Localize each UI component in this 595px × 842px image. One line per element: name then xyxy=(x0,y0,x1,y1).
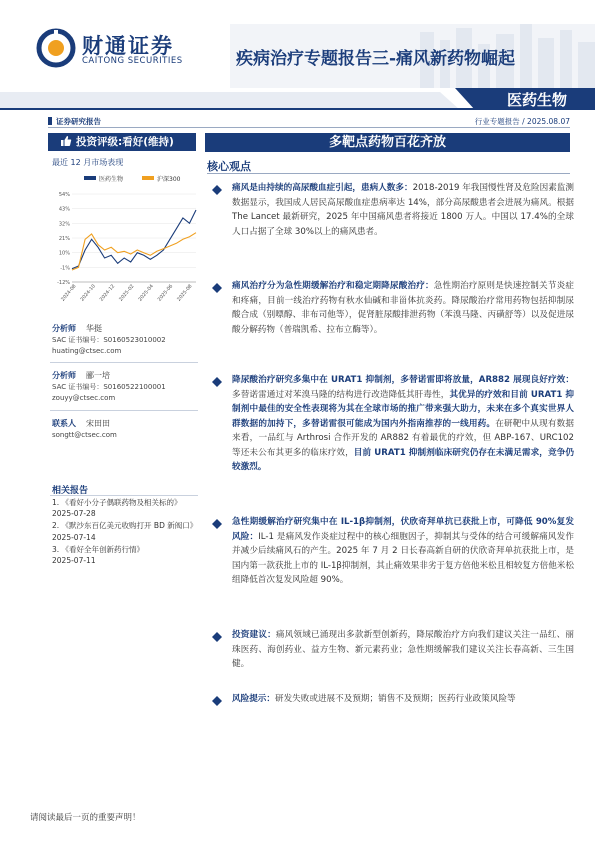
report-title: 疾病治疗专题报告三-痛风新药物崛起 xyxy=(236,49,516,69)
paragraph-text: 在研靶中从现有数据来看，一品红与 Arthrosi 合作开发的 AR882 有着最优的疗效，但 ABP-167、URC102 等还未公布其更多的临床疗效， xyxy=(232,418,574,458)
logo-text-en: CAITONG SECURITIES xyxy=(82,56,183,66)
info-line xyxy=(48,116,570,128)
related-report-date: 2025-07-11 xyxy=(52,556,96,566)
analyst-role: 分析师 xyxy=(52,371,76,380)
contact-role: 联系人 xyxy=(52,419,76,428)
paragraph-treatment-phases xyxy=(232,279,574,337)
legend-swatch xyxy=(142,176,154,180)
report-header xyxy=(0,0,595,118)
paragraph-lead: 痛风是由持续的高尿酸血症引起，患病人数多： xyxy=(232,183,413,193)
contact-name: 宋田田 xyxy=(86,419,110,428)
x-tick-label: 2025-02 xyxy=(118,284,136,303)
analyst-name: 郦一培 xyxy=(86,371,110,380)
y-tick-label: 32% xyxy=(58,221,70,228)
analyst-cert: SAC 证书编号：S0160523010002 xyxy=(52,336,166,344)
paragraph-text: 研发失败或进展不及预期；销售不及预期；医药行业政策风险等 xyxy=(274,694,516,704)
thumbs-up-icon xyxy=(60,135,72,147)
divider xyxy=(50,410,198,411)
legend-label: 医药生物 xyxy=(99,176,124,183)
paragraph-lead: 降尿酸治疗研究多集中在 URAT1 抑制剂，多替诺雷即将放量，AR882 展现良好疗效： xyxy=(232,375,574,385)
rating-text: 投资评级:看好(维持) xyxy=(76,136,174,148)
divider xyxy=(50,362,198,363)
legend-swatch xyxy=(84,176,96,180)
x-tick-label: 2025-06 xyxy=(157,284,175,303)
paragraph-emphasis: 目前 URAT1 抑制剂临床研究仍存在未满足需求，竞争仍较激烈。 xyxy=(232,447,574,472)
related-report-item[interactable] xyxy=(52,497,198,519)
x-tick-label: 2024-10 xyxy=(80,284,97,303)
paragraph-text: 急性期治疗原则是快速控制关节炎症和疼痛，目前一线治疗药物有秋水仙碱和非甾体抗炎药。降尿酸治疗常用药物包括抑制尿酸合成（别嘌醇、非布司他等），促肾脏尿酸排泄药物（苯溴马隆、丙磺舒等）以及促进尿酸分解药物（普瑞凯希、拉布立酶等）。 xyxy=(232,281,574,335)
diamond-bullet-icon xyxy=(212,185,222,195)
disclaimer-note: 请阅读最后一页的重要声明！ xyxy=(30,813,141,823)
market-performance-chart xyxy=(50,170,198,314)
related-report-title[interactable]: 1. 《看好小分子偶联药物及相关标的》 xyxy=(52,498,182,507)
contact-block xyxy=(52,418,192,441)
related-reports-list xyxy=(52,497,198,567)
related-report-title[interactable]: 2. 《默沙东百亿美元收购打开 BD 新阀口》 xyxy=(52,521,198,531)
analyst-email[interactable]: zouyy@ctsec.com xyxy=(52,394,116,402)
analyst-block-1 xyxy=(52,323,192,357)
paragraph-lead: 风险提示： xyxy=(232,694,275,704)
paragraph-lead: 投资建议： xyxy=(232,630,276,640)
y-tick-label: -1% xyxy=(60,265,70,272)
x-tick-label: 2024-12 xyxy=(99,284,117,303)
related-report-title[interactable]: 3. 《看好全年创新药行情》 xyxy=(52,544,145,554)
org-label: 证券研究报告 xyxy=(48,116,101,127)
paragraph-text: 多替诺雷通过对苯溴马隆的结构进行改造降低其肝毒性， xyxy=(232,389,450,400)
investment-rating xyxy=(48,133,196,151)
paragraph-text: 痛风领域已涌现出多款新型创新药，降尿酸治疗方向我们建议关注一品红、丽珠医药、海创药业、益方生物、新元素药业；急性期缓解我们建议关注长春高新、三生国健。 xyxy=(232,630,574,669)
diamond-bullet-icon xyxy=(212,696,222,706)
related-report-date: 2025-07-14 xyxy=(52,532,96,542)
diamond-bullet-icon xyxy=(212,632,222,642)
diamond-bullet-icon xyxy=(212,283,222,293)
y-tick-label: -12% xyxy=(57,280,70,286)
paragraph-text: IL-1 是痛风发作炎症过程中的核心细胞因子，抑制其与受体的结合可缓解痛风发作并减少后续痛风石的产生。2025 年 7 月 2 日长春高新自研的伏欣奇拜单抗获批上市，是国内第一款获批上市的 IL-1β抑制剂，其止痛效果非劣于复方倍他米松且相较复方倍他米松组降低首次复发风险超 90%。 xyxy=(232,531,574,585)
paragraph-text: 2018-2019 年我国慢性肾及危险因素监测数据显示，我国成人居民高尿酸血症患病率达 14%，部分高尿酸患者会进展为痛风。根据 The Lancet 最新研究，2025 年中国痛风患者将接近 1800 万人。中国以 17.4%的全球人口占据了全球 30%以上的痛风患者。 xyxy=(232,183,574,237)
caitong-logo-icon xyxy=(36,28,76,68)
related-reports-title: 相关报告 xyxy=(52,486,89,496)
sector-label: 医药生物 xyxy=(506,91,567,109)
x-tick-label: 2024-08 xyxy=(60,284,78,303)
x-tick-label: 2025-04 xyxy=(138,284,155,303)
contact-email[interactable]: songtt@ctsec.com xyxy=(52,431,117,439)
analyst-cert: SAC 证书编号：S0160522100001 xyxy=(52,383,166,391)
y-tick-label: 21% xyxy=(58,236,70,242)
paragraph-gout-prevalence xyxy=(232,181,574,239)
report-type-date: 行业专题报告 / 2025.08.07 xyxy=(474,117,570,126)
diamond-bullet-icon xyxy=(212,377,222,387)
divider xyxy=(207,173,570,174)
analyst-name: 华挺 xyxy=(86,324,102,333)
y-tick-label: 54% xyxy=(58,192,70,198)
paragraph-investment-advice xyxy=(232,628,574,672)
legend-label: 沪深300 xyxy=(157,176,181,183)
paragraph-risk-warning xyxy=(232,692,574,707)
paragraph-il1-inhibitors xyxy=(232,515,574,588)
analyst-role: 分析师 xyxy=(52,324,76,333)
diamond-bullet-icon xyxy=(212,519,222,529)
paragraph-lead: 急性期缓解治疗研究集中在 IL-1β抑制剂，伏欣奇拜单抗已获批上市，可降低 90%复发风险： xyxy=(232,517,574,542)
logo-text-cn: 财通证券 xyxy=(82,34,174,58)
paragraph-lead: 痛风治疗分为急性期缓解治疗和稳定期降尿酸治疗： xyxy=(232,281,434,291)
y-tick-label: 10% xyxy=(58,250,70,257)
analyst-email[interactable]: huating@ctsec.com xyxy=(52,347,122,355)
core-views-title: 核心观点 xyxy=(207,160,251,173)
related-report-item[interactable] xyxy=(52,544,198,566)
related-report-date: 2025-07-28 xyxy=(52,509,96,519)
analyst-block-2 xyxy=(52,370,192,404)
market-performance-title: 最近 12 月市场表现 xyxy=(52,158,124,167)
y-tick-label: 43% xyxy=(58,206,70,213)
company-logo xyxy=(36,24,216,72)
sector-band xyxy=(0,88,595,110)
x-tick-label: 2025-08 xyxy=(176,284,194,303)
main-banner: 多靶点药物百花齐放 xyxy=(205,133,570,152)
related-report-item[interactable] xyxy=(52,520,198,542)
paragraph-urat1-inhibitors xyxy=(232,373,574,475)
divider xyxy=(50,495,198,496)
paragraph-emphasis: 其优异的疗效和目前 URAT1 抑制剂中最佳的安全性表现将为其在全球市场的推广带来强大助力，未来在多个真实世界人群数据的加持下，多替诺雷很可能成为国内外指南推荐的一线用药。 xyxy=(232,389,574,429)
